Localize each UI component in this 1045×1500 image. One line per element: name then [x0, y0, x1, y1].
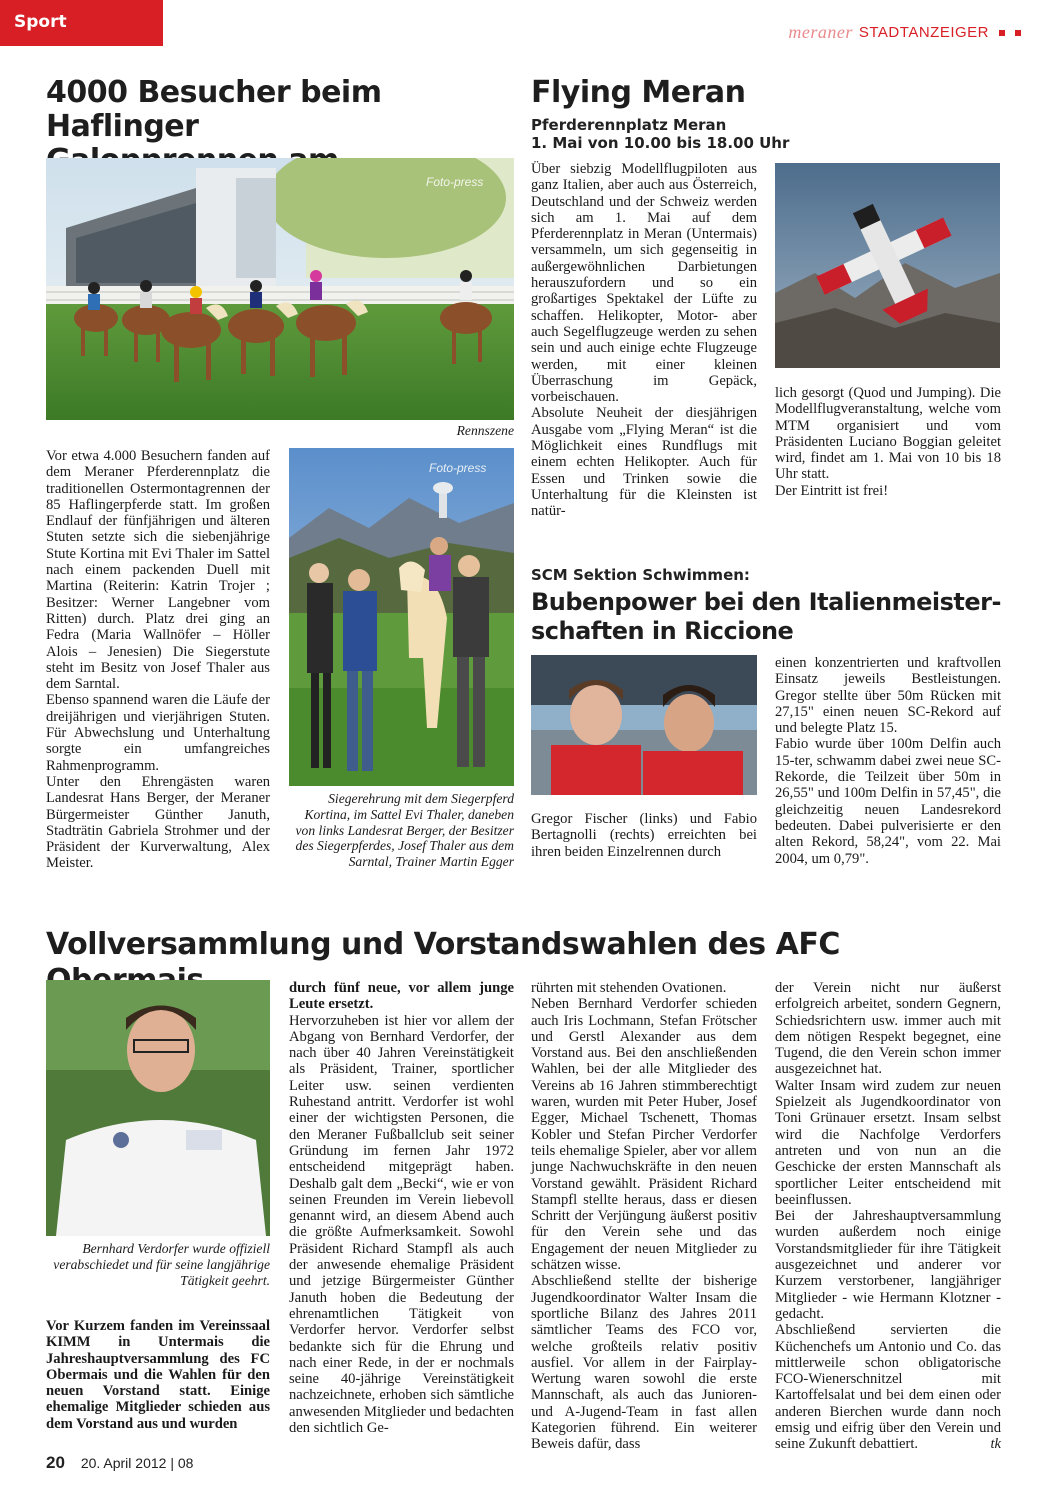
- model-plane-photo: [775, 163, 1000, 368]
- paragraph: Vor etwa 4.000 Besuchern fanden auf dem Meraner Pferderennplatz die traditionellen Ostermontagrennen der 85 Haflingerpferde statt. Im großen Endlauf der fünfjährigen und älteren Stuten setzte sich die siebenjährige Stute Kortina mit Evi Thaler im Sattel nach einem packenden Duell mit Martina (Reiterin: Katrin Trojer ; Besitzer: Werner Langebner vom Ritten) durch. Platz drei ging an Fedra (Maria Wallnöfer – Höller Alois – Jenesien) Die Siegerstute steht im Besitz von Josef Thaler aus dem Sarntal.: [46, 448, 270, 693]
- article4-headline: Vollversammlung und Vorstandswahlen des AFC: [46, 927, 840, 962]
- paragraph: Gregor Fischer (links) und Fabio Bertagnolli (rechts) erreichten bei ihren beiden Einzelrennen durch: [531, 811, 757, 860]
- paragraph: Unter den Ehrengästen waren Landesrat Hans Berger, der Meraner Bürgermeister Günther Januth, Stadträtin Gabriela Strohmer und der Präsident der Kurverwaltung, Alex Meister.: [46, 773, 270, 872]
- paragraph: [775, 1322, 1001, 1452]
- masthead: [788, 22, 1021, 43]
- article1-body: [46, 448, 270, 872]
- headline-line: Bubenpower bei den Italienmeister-: [531, 588, 1001, 616]
- paragraph: der Verein nicht nur äußerst erfolgreich arbeitet, sondern Gegnern, Schiedsrichtern usw. immer auch mit dem nötigen Respekt begegnet, eine Tugend, die den Verein schon immer ausgezeichnet hat.: [775, 980, 1001, 1078]
- masthead-name: STADTANZEIGER: [858, 24, 989, 41]
- headline-line: 4000 Besucher beim Haflinger: [46, 75, 382, 144]
- paragraph: Abschließend stellte der bisherige Jugendkoordinator Walter Insam die sportliche Bilanz des Jahres 2011 sämtlicher Teams des FCO vor, welche großteils relativ positiv ausfiel. Vor allem in der Fairplay-Wertung waren sowohl die erste Mannschaft, als auch das Junioren- und A-Jugend-Team in fast allen Kategorien führend. Ein weiterer Beweis dafür, dass: [531, 1273, 757, 1453]
- article2-body-col2: [775, 385, 1001, 499]
- last-paragraph: Abschließend servierten die Küchenchefs um Antonio und Co. das mittlerweile schon obligatorische FCO-Wienerschnitzel mit Kartoffelsalat und bei dem einen oder anderen Bierchen wurde dann noch emsig und eifrig über den Verein und seine Zukunft debattiert.: [775, 1322, 1001, 1453]
- paragraph: Neben Bernhard Verdorfer schieden auch Iris Lochmann, Stefan Frötscher und Gerstl Alexander aus dem Vorstand aus. Bei den anschließenden Wahlen, bei der alle Mitglieder des Vereins ab 16 Jahren stimmberechtigt waren, wurden mit Peter Huber, Josef Egger, Michael Tschenett, Thomas Kobler und Stefan Pircher Verdorfer teils ehemalige Spieler, aber vor allem junge Nachwuchskräfte in den neuen Vorstand gewählt. Präsident Richard Stampfl stellte heraus, dass er diesen Schritt der Verjüngung äußerst positiv für den Verein sehe und das Engagement der neuen Mitglieder zu schätzen wisse.: [531, 996, 757, 1274]
- author-signature: tk: [990, 1436, 1001, 1453]
- race-scene-caption: Rennszene: [456, 423, 514, 438]
- article2-subhead: [531, 116, 1011, 152]
- verdorfer-photo: [46, 980, 270, 1236]
- masthead-square-icon: [1015, 30, 1021, 36]
- article4-col4: [775, 980, 1001, 1453]
- verdorfer-caption: Bernhard Verdorfer wurde offiziell verabschiedet und für seine langjährige Tätigkeit geehrt.: [53, 1241, 270, 1288]
- masthead-square-icon: [999, 30, 1005, 36]
- article3-body-col2: [775, 655, 1001, 867]
- masthead-prefix: meraner: [788, 22, 853, 42]
- article2-body-col1: [531, 161, 757, 520]
- article3-kicker: SCM Sektion Schwimmen:: [531, 566, 750, 584]
- paragraph: rührten mit stehenden Ovationen.: [531, 980, 727, 996]
- article3-body-col1: [531, 811, 757, 860]
- paragraph: lich gesorgt (Quod und Jumping). Die Modellflugveranstaltung, welche vom MTM organisiert und vom Präsidenten Luciano Boggian geleitet wird, findet am 1. Mai von 10 bis 18 Uhr statt.: [775, 385, 1001, 483]
- subhead-line: 1. Mai von 10.00 bis 18.00 Uhr: [531, 134, 790, 152]
- section-tab: Sport: [0, 0, 163, 46]
- award-ceremony-caption: Siegerehrung mit dem Siegerpferd Kortina, im Sattel Evi Thaler, daneben von links Landesrat Berger, der Besitzer des Siegerpferdes, Josef Thaler aus dem Sarntal, Trainer Martin Egger: [295, 791, 514, 870]
- watermark: Foto-press: [426, 175, 484, 189]
- article3-headline: [531, 588, 1011, 646]
- paragraph: Über siebzig Modellflugpiloten aus ganz Italien, aber auch aus Österreich, Deutschland und der Schweiz werden sich am 1. Mai auf dem Pferderennplatz in Meran (Untermais) versammeln, um sich gegenseitig in außergewöhnlichen Darbietungen herauszufordern und so ein großartiges Spektakel der Lüfte zu schaffen. Helikopter, Motor- aber auch Segelflugzeuge werden zu sehen sein und auch einige echte Flugzeuge werden, mit einer kleinen Überraschung im Gepäck, vorbeischauen.: [531, 161, 757, 406]
- paragraph: einen konzentrierten und kraftvollen Einsatz jeweils Bestleistungen. Gregor stellte über 50m Rücken mit 27,15" einen neuen SC-Rekord auf und belegte Platz 15.: [775, 655, 1001, 737]
- headline-line: schaften in Riccione: [531, 617, 794, 645]
- award-ceremony-photo: [289, 448, 514, 786]
- swimmers-photo: [531, 655, 757, 795]
- page-footer: [46, 1453, 193, 1473]
- watermark: Foto-press: [429, 461, 487, 475]
- paragraph: Fabio wurde über 100m Delfin auch 15-ter, schwamm dabei zwei neue SC-Rekorde, die Teilzeit über 50m in 26,55" und 100m Delfin in 57,45", die gleichzeitig neuen Landesrekord bedeuten. Dabei pulverisierte er den alten Rekord, 58,24", vom 22. Mai 2004, um 0,79".: [775, 736, 1001, 867]
- paragraph: Bei der Jahreshauptversammlung wurden außerdem noch einige Vorstandsmitglieder für ihre Tätigkeit ausgezeichnet und anderer vor Kurzem verstorbener, langjähriger Mitglieder - wie Hermann Klotzner - gedacht.: [775, 1208, 1001, 1322]
- paragraph: Ebenso spannend waren die Läufe der dreijährigen und vierjährigen Stuten. Für Abwechslung und Unterhaltung sorgte ein umfangreiches Rahmenprogramm.: [46, 692, 270, 774]
- paragraph: durch fünf neue, vor allem junge Leute ersetzt.: [289, 980, 514, 1013]
- paragraph: Hervorzuheben ist hier vor allem der Abgang von Bernhard Verdorfer, der nach über 40 Jahren Vereinstätigkeit als Präsident, Trainer, sportlicher Leiter usw. seinen verdienten Ruhestand antritt. Verdorfer ist wohl einer der wichtigsten Personen, die den Meraner Fußballclub seit seiner Gründung im fernen Jahr 1972 entscheidend mitgeprägt haben. Deshalb galt dem „Becki“, wie er von seinen Freunden im Verein liebevoll genannt wird, an diesem Abend auch die größte Aufmerksamkeit. Sowohl Präsident Richard Stampfl als auch der anwesende ehemalige Präsident und jetzige Bürgermeister Günther Januth hoben die Bedeutung der ehrenamtlichen Tätigkeit von Verdorfer hervor. Verdorfer selbst bedankte sich für die Ehrung und nach einer Rede, in der er nochmals seine 40-jährige Vereinstätigkeit nachzeichnete, erhoben sich sämtliche anwesenden Mitglieder und bedachten den sichtlich Ge-: [289, 1012, 514, 1437]
- page-number: 20: [46, 1453, 65, 1472]
- race-scene-photo: [46, 158, 514, 420]
- issue-date: 20. April 2012 | 08: [80, 1455, 194, 1471]
- paragraph: Walter Insam wird zudem zur neuen Spielzeit als Jugendkoordinator von Toni Grünauer ersetzt. Insam selbst wird die Nachfolge Verdorfers antreten und von nun an die Geschicke der ersten Mannschaft als sportlicher Leiter entscheidend mit beeinflussen.: [775, 1077, 1001, 1208]
- article4-col2: [289, 980, 514, 1436]
- paragraph: Absolute Neuheit der diesjährigen Ausgabe vom „Flying Meran“ ist die Möglichkeit eines Rundflugs mit einem echten Helikopter. Auch für Essen und Trinken sowie die Unterhaltung für die Kleinsten ist natür-: [531, 405, 757, 520]
- paragraph: Der Eintritt ist frei!: [775, 482, 889, 499]
- subhead-line: Pferderennplatz Meran: [531, 116, 727, 134]
- article4-col3: [531, 980, 757, 1453]
- article4-lead: Vor Kurzem fanden im Vereinssaal KIMM in Untermais die Jahreshauptversammlung des FC Obermais und die Wahlen für den neuen Vorstand statt. Einige ehemalige Mitglieder schieden aus dem Vorstand aus und wurden: [46, 1318, 270, 1432]
- article2-headline: Flying Meran: [531, 75, 746, 110]
